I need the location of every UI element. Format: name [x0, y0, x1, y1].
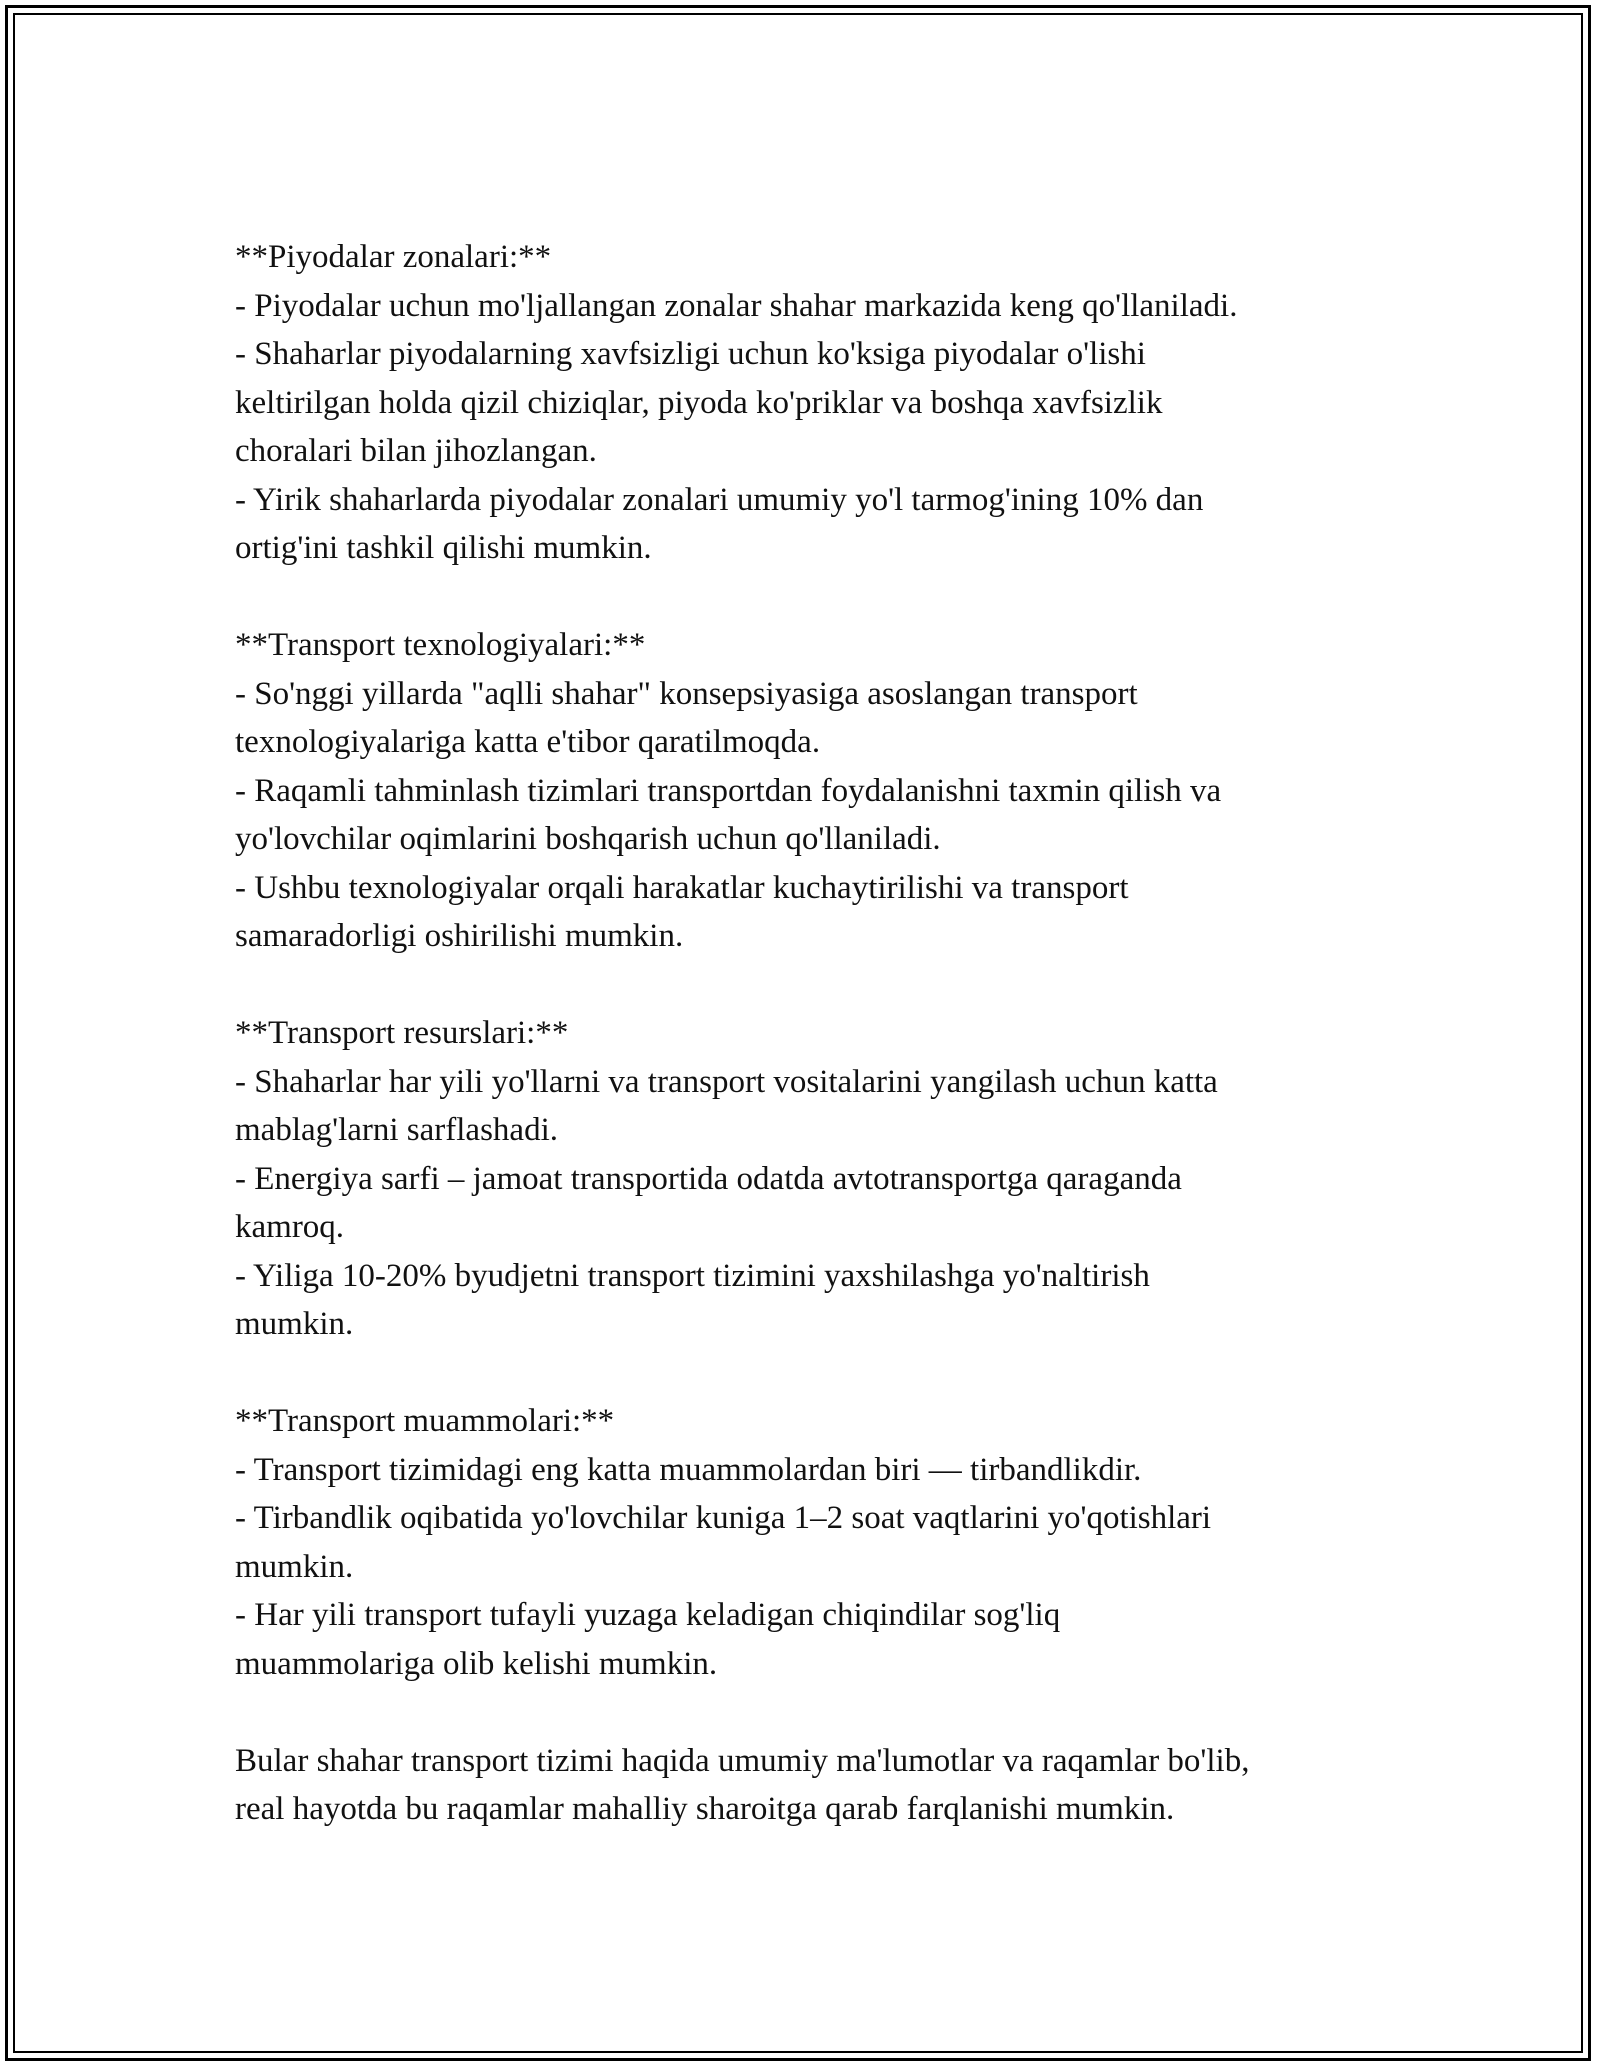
section-heading: **Transport muammolari:**	[235, 1403, 615, 1439]
section-heading: **Transport texnologiyalari:**	[235, 627, 646, 663]
text-line: mumkin.	[235, 1548, 354, 1585]
text-line: samaradorligi oshirilishi mumkin.	[235, 918, 684, 954]
text-line: choralari bilan jihozlangan.	[235, 433, 597, 469]
text-line: mumkin.	[235, 1306, 354, 1342]
text-line: - Ushbu texnologiyalar orqali harakatlar kuchaytirilishi va transport	[235, 869, 1129, 906]
text-line: kamroq.	[235, 1209, 345, 1245]
text-line: - Shaharlar har yili yo'llarni va transport vositalarini yangilash uchun katta	[235, 1063, 1218, 1100]
text-line: real hayotda bu raqamlar mahalliy sharoitga qarab farqlanishi mumkin.	[235, 1791, 1175, 1827]
text-line: ortig'ini tashkil qilishi mumkin.	[235, 530, 652, 566]
text-line: - Piyodalar uchun mo'ljallangan zonalar shahar markazida keng qo'llaniladi.	[235, 287, 1238, 324]
text-line: - Tirbandlik oqibatida yo'lovchilar kuniga 1–2 soat vaqtlarini yo'qotishlari	[235, 1500, 1212, 1536]
text-line: texnologiyalariga katta e'tibor qaratilmoqda.	[235, 724, 821, 760]
document-body	[235, 233, 1385, 1834]
section-pedestrian-zones	[235, 233, 1385, 573]
text-line: Bular shahar transport tizimi haqida umumiy ma'lumotlar va raqamlar bo'lib,	[235, 1742, 1250, 1779]
text-line: - Shaharlar piyodalarning xavfsizligi uchun ko'ksiga piyodalar o'lishi	[235, 336, 1146, 372]
text-line: - Yirik shaharlarda piyodalar zonalari umumiy yo'l tarmog'ining 10% dan	[235, 481, 1204, 518]
section-conclusion	[235, 1737, 1385, 1834]
text-line: - Energiya sarfi – jamoat transportida odatda avtotransportga qaraganda	[235, 1160, 1182, 1197]
text-line: keltirilgan holda qizil chiziqlar, piyoda ko'priklar va boshqa xavfsizlik	[235, 384, 1163, 421]
section-heading: **Piyodalar zonalari:**	[235, 239, 552, 275]
text-line: muammolariga olib kelishi mumkin.	[235, 1645, 718, 1682]
section-heading: **Transport resurslari:**	[235, 1015, 569, 1051]
text-line: - Har yili transport tufayli yuzaga keladigan chiqindilar sog'liq	[235, 1597, 1061, 1633]
section-transport-resources	[235, 1009, 1385, 1349]
text-line: - Raqamli tahminlash tizimlari transportdan foydalanishni taxmin qilish va	[235, 772, 1222, 809]
section-transport-technologies	[235, 621, 1385, 961]
text-line: - So'nggi yillarda "aqlli shahar" konsepsiyasiga asoslangan transport	[235, 675, 1138, 712]
section-transport-problems	[235, 1397, 1385, 1688]
text-line: yo'lovchilar oqimlarini boshqarish uchun qo'llaniladi.	[235, 821, 941, 857]
text-line: - Transport tizimidagi eng katta muammolardan biri — tirbandlikdir.	[235, 1451, 1142, 1488]
text-line: - Yiliga 10-20% byudjetni transport tizimini yaxshilashga yo'naltirish	[235, 1257, 1150, 1294]
text-line: mablag'larni sarflashadi.	[235, 1112, 558, 1148]
